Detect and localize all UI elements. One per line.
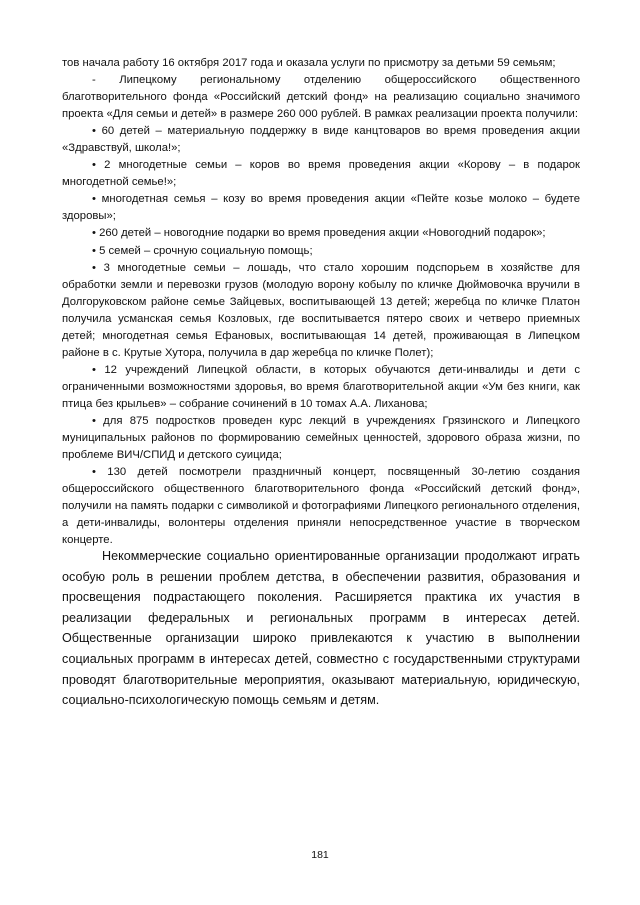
list-item: • 2 многодетные семьи – коров во время проведения акции «Корову – в подарок многодетной семье!»; — [62, 159, 580, 189]
list-item: • многодетная семья – козу во время проведения акции «Пейте козье молоко – будете здоровы»; — [62, 193, 580, 223]
paragraph-continuation: тов начала работу 16 октября 2017 года и оказала услуги по присмотру за детьми 59 семьям; — [62, 57, 556, 69]
list-item: • 12 учреждений Липецкой области, в которых обучаются дети-инвалиды и дети с ограниченными возможностями здоровья, во время благотворительной акции «Ум без книги, как птица без крыльев» – собрание сочинений в 10 томах А.А. Лиханова; — [62, 363, 580, 410]
list-item: • 5 семей – срочную социальную помощь; — [92, 244, 313, 257]
closing-paragraph: Некоммерческие социально ориентированные организации продолжают играть особую роль в решении проблем детства, в обеспечении развития, образования и просвещения подрастающего поколения. Расширяется практика их участия в реализации федеральных и региональных программ в интересах детей. Общественные организации широко привлекаются к участию в выполнении социальных программ в интересах детей, совместно с государственными структурами проводят благотворительные мероприятия, оказывают материальную, юридическую, социально-психологическую помощь семьям и детям. — [62, 549, 580, 708]
paragraph-fund-grant: - Липецкому региональному отделению общероссийского общественного благотворительного фонда «Российский детский фонд» на реализацию социально значимого проекта «Для семьи и детей» в размере 260 000 рублей. В рамках реализации проекта получили: — [62, 74, 580, 121]
list-item: • для 875 подростков проведен курс лекций в учреждениях Грязинского и Липецкого муниципальных районов по формированию семейных ценностей, здорового образа жизни, по проблеме ВИЧ/СПИД и детского суицида; — [62, 414, 580, 462]
list-item: • 260 детей – новогодние подарки во время проведения акции «Новогодний подарок»; — [92, 227, 546, 240]
list-item: • 130 детей посмотрели праздничный концерт, посвященный 30-летию создания общероссийского общественного благотворительного фонда «Российский детский фонд», получили на память подарки с символикой и фотографиями Липецкого регионального отделения, а дети-инвалиды, волонтеры отделения приняли непосредственное участие в творческом концерте. — [62, 466, 580, 547]
list-item: • 60 детей – материальную поддержку в виде канцтоваров во время проведения акции «Здравствуй, школа!»; — [62, 125, 580, 155]
closing-section — [62, 546, 580, 711]
body-text — [62, 55, 580, 549]
page-number: 181 — [311, 849, 329, 861]
list-item: • 3 многодетные семьи – лошадь, что стало хорошим подспорьем в хозяйстве для обработки земли и перевозки грузов (молодую ворону кобылу по кличке Дюймовочка вручили в Долгоруковском районе семье Зайцевых, воспитывающей 13 детей; жеребца по кличке Платон получила усманская семья Козловых, где воспитывается пятеро своих и четверо приемных детей; многодетная семья Ефановых, воспитывающая 14 детей, проживающая в Липецком районе в с. Крутые Хутора, получила в дар жеребца по кличке Полет); — [62, 261, 580, 359]
